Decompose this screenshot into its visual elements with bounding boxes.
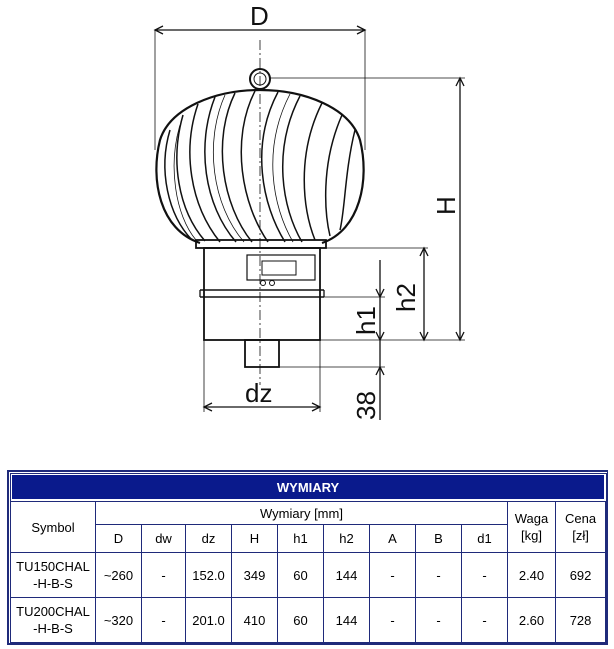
cell-d1: - [462, 598, 508, 643]
cell-D: ~260 [96, 553, 142, 598]
cena-header [556, 501, 606, 553]
symbol-line1: TU200CHAL [16, 604, 90, 619]
cena-header-line1: Cena [565, 511, 597, 526]
table-row [11, 553, 606, 598]
cell-cena: 692 [556, 553, 606, 598]
col-header-H: H [232, 525, 278, 553]
cell-A: - [370, 598, 416, 643]
label-dz: dz [245, 378, 273, 408]
row-symbol [11, 553, 96, 598]
col-header-D: D [96, 525, 142, 553]
waga-header-line2: [kg] [521, 528, 542, 543]
col-header-B: B [416, 525, 462, 553]
cell-dz: 201.0 [186, 598, 232, 643]
table-title: WYMIARY [11, 474, 606, 501]
table-row [11, 598, 606, 643]
cell-h1: 60 [278, 553, 324, 598]
col-header-dz: dz [186, 525, 232, 553]
cell-A: - [370, 553, 416, 598]
label-h2: h2 [391, 283, 421, 312]
col-header-A: A [370, 525, 416, 553]
symbol-header: Symbol [11, 501, 96, 553]
cell-h2: 144 [324, 598, 370, 643]
label-D: D [250, 1, 269, 31]
cell-H: 349 [232, 553, 278, 598]
dimensions-table [7, 470, 608, 645]
label-H: H [431, 196, 461, 215]
cell-B: - [416, 598, 462, 643]
symbol-line2: -H-B-S [33, 576, 73, 591]
symbol-line1: TU150CHAL [16, 559, 90, 574]
cell-d1: - [462, 553, 508, 598]
cell-h2: 144 [324, 553, 370, 598]
cell-h1: 60 [278, 598, 324, 643]
cell-dw: - [142, 553, 186, 598]
waga-header [508, 501, 556, 553]
bottom-spigot [245, 340, 279, 367]
col-header-d1: d1 [462, 525, 508, 553]
cell-cena: 728 [556, 598, 606, 643]
cell-dw: - [142, 598, 186, 643]
bracket [247, 255, 315, 280]
col-header-h1: h1 [278, 525, 324, 553]
head-base-ring [196, 240, 326, 248]
symbol-line2: -H-B-S [33, 621, 73, 636]
cell-waga: 2.60 [508, 598, 556, 643]
row-symbol [11, 598, 96, 643]
label-38: 38 [351, 391, 381, 420]
cena-header-line2: [zł] [572, 528, 589, 543]
cell-D: ~320 [96, 598, 142, 643]
cell-waga: 2.40 [508, 553, 556, 598]
col-header-h2: h2 [324, 525, 370, 553]
waga-header-line1: Waga [514, 511, 549, 526]
cell-dz: 152.0 [186, 553, 232, 598]
cell-B: - [416, 553, 462, 598]
dims-header: Wymiary [mm] [96, 501, 508, 525]
col-header-dw: dw [142, 525, 186, 553]
specs-table [9, 472, 607, 643]
cell-H: 410 [232, 598, 278, 643]
label-h1: h1 [351, 306, 381, 335]
